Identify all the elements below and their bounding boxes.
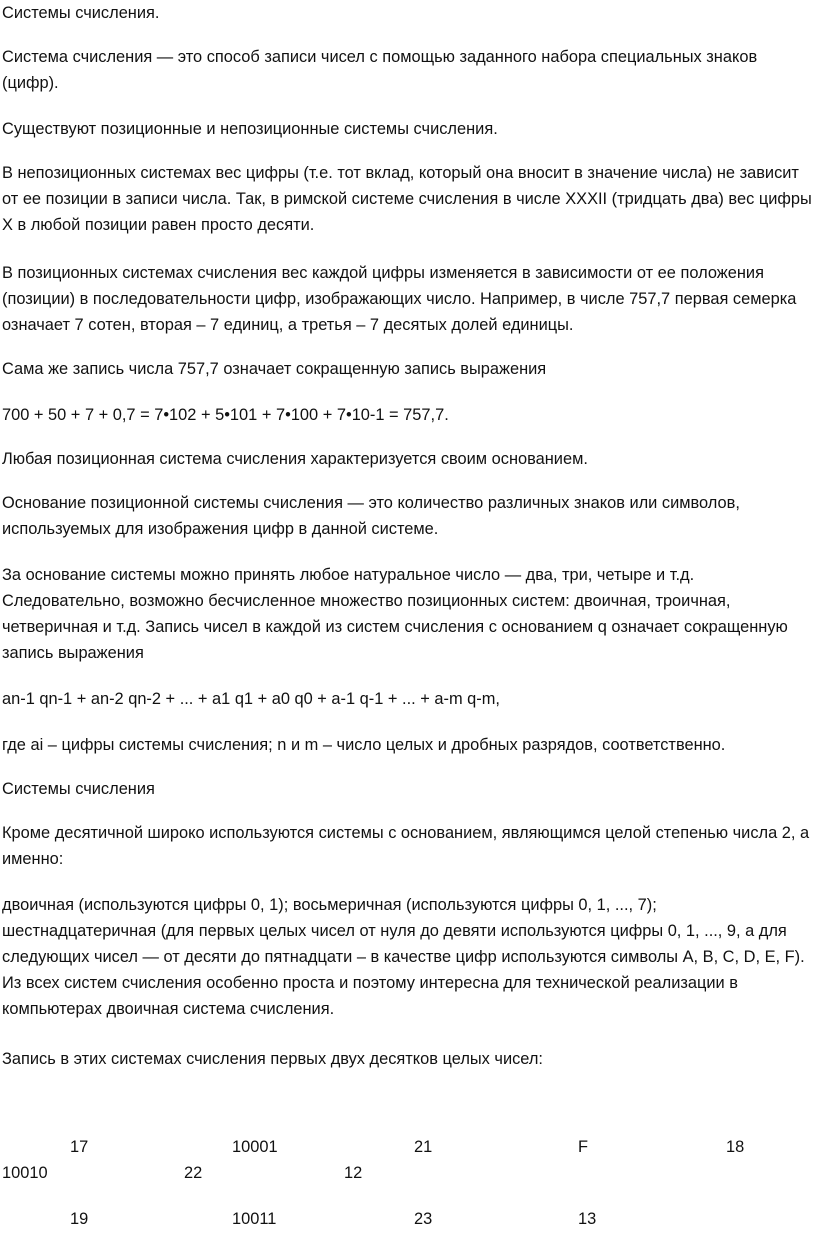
table-cell: 22 bbox=[184, 1164, 203, 1182]
paragraph-expression-intro: Сама же запись числа 757,7 означает сокращенную запись выражения bbox=[2, 360, 547, 378]
formula-general: an-1 qn-1 + an-2 qn-2 + ... + a1 q1 + a0 q0 + a-1 q-1 + ... + a-m q-m, bbox=[2, 690, 500, 708]
paragraph-types: Существуют позиционные и непозиционные системы счисления. bbox=[2, 120, 498, 138]
paragraph-where: где ai – цифры системы счисления; n и m – число целых и дробных разрядов, соответственно. bbox=[2, 736, 726, 754]
table-cell: 13 bbox=[578, 1210, 597, 1228]
paragraph-binary-octal-hex: двоичная (используются цифры 0, 1); восьмеричная (используются цифры 0, 1, ..., 7); шестнадцатеричная (для первых целых чисел от нуля до девяти используются цифры 0, 1, ..., 9, а для следующих чисел — от десяти до пятнадцати – в качестве цифр используются символы A, B, C, D, E, F). Из всех систем счисления особенно проста и поэтому интересна для технической реализации в компьютерах двоичная система счисления. bbox=[2, 896, 805, 1018]
table-cell: 17 bbox=[70, 1138, 89, 1156]
table-cell: 10001 bbox=[232, 1138, 278, 1156]
table-cell: 21 bbox=[414, 1138, 433, 1156]
paragraph-nonpositional: В непозиционных системах вес цифры (т.е. тот вклад, который она вносит в значение числа) не зависит от ее позиции в записи числа. Так, в римской системе счисления в числе XXXII (тридцать два) вес цифры X в любой позиции равен просто десяти. bbox=[2, 164, 812, 234]
paragraph-positional: В позиционных системах счисления вес каждой цифры изменяется в зависимости от ее положения (позиции) в последовательности цифр, изображающих число. Например, в числе 757,7 первая семерка означает 7 сотен, вторая – 7 единиц, а третья – 7 десятых долей единицы. bbox=[2, 264, 797, 334]
document-title: Системы счисления. bbox=[2, 4, 160, 22]
table-cell: 10011 bbox=[232, 1210, 277, 1228]
paragraph-powers-of-two: Кроме десятичной широко используются системы с основанием, являющимся целой степенью числа 2, а именно: bbox=[2, 824, 810, 868]
table-cell: 10010 bbox=[2, 1164, 48, 1182]
paragraph-table-intro: Запись в этих системах счисления первых двух десятков целых чисел: bbox=[2, 1050, 543, 1068]
paragraph-base-definition: Основание позиционной системы счисления — это количество различных знаков или символов, используемых для изображения цифр в данной системе. bbox=[2, 494, 740, 538]
table-cell: 12 bbox=[344, 1164, 363, 1182]
table-cell: F bbox=[578, 1138, 589, 1156]
paragraph-base-intro: Любая позиционная система счисления характеризуется своим основанием. bbox=[2, 450, 588, 468]
paragraph-definition: Система счисления — это способ записи чисел с помощью заданного набора специальных знаков (цифр). bbox=[2, 48, 758, 92]
section-heading: Системы счисления bbox=[2, 780, 155, 798]
formula-757: 700 + 50 + 7 + 0,7 = 7•102 + 5•101 + 7•100 + 7•10-1 = 757,7. bbox=[2, 406, 449, 424]
table-cell: 19 bbox=[70, 1210, 89, 1228]
table-cell: 18 bbox=[726, 1138, 745, 1156]
paragraph-any-base: За основание системы можно принять любое натуральное число — два, три, четыре и т.д. Следовательно, возможно бесчисленное множество позиционных систем: двоичная, троичная, четверичная и т.д. Запись чисел в каждой из систем счисления с основанием q означает сокращенную запись выражения bbox=[2, 566, 788, 662]
table-cell: 23 bbox=[414, 1210, 433, 1228]
